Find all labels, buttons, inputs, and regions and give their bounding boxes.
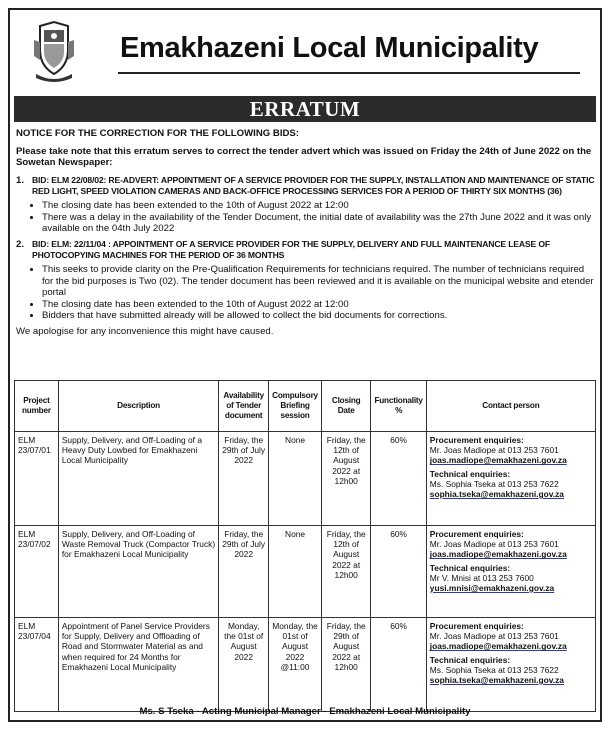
availability-cell: Friday, the 29th of July 2022 [219,432,269,526]
bid-number: 2. [16,238,25,250]
bid-title: BID: ELM 22/08/02: RE-ADVERT: APPOINTMENT OF A SERVICE PROVIDER FOR THE SUPPLY, INSTALLATION AND MAINTENANCE OF STATIC RED LIGHT, SPEED VIOLATION CAMERAS AND BACK-OFFICE PROCESSING SERVICES FOR A PERIOD OF THIRTY SIX MONTHS (36) [32,174,595,197]
closing-date-cell: Friday, the 12th of August 2022 at 12h00 [321,432,371,526]
technical-label: Technical enquiries: [429,468,511,479]
table-header-row [15,381,596,432]
technical-label: Technical enquiries: [429,654,511,665]
header [10,10,600,92]
project-number-cell: ELM 23/07/01 [15,432,59,526]
functionality-cell: 60% [371,526,426,618]
bid-item-2 [16,239,596,322]
column-header: Availability of Tender document [219,381,269,432]
contact-cell [426,432,595,526]
notice-intro: Please take note that this erratum serves to correct the tender advert which was issued on Friday the 24th of June 2022 on the Sowetan Newspaper: [16,145,592,169]
table-row [15,432,596,526]
notice-body [16,128,596,338]
table-row [15,526,596,618]
municipality-title: Emakhazeni Local Municipality [120,32,539,64]
availability-cell: Monday, the 01st of August 2022 [219,618,269,712]
technical-label: Technical enquiries: [429,562,511,573]
contact-cell [426,618,595,712]
technical-email-link[interactable]: sophia.tseka@emakhazeni.gov.za [429,675,564,686]
bid-point: • The closing date has been extended to the 10th of August 2022 at 12:00 [42,299,596,311]
briefing-cell: None [269,432,322,526]
technical-contact: Ms. Sophia Tseka at 013 253 7622 [429,478,559,489]
procurement-contact: Mr. Joas Madiope at 013 253 7601 [429,445,559,456]
availability-cell: Friday, the 29th of July 2022 [219,526,269,618]
table-row [15,618,596,712]
notice-heading: NOTICE FOR THE CORRECTION FOR THE FOLLOWING BIDS: [16,128,300,139]
municipal-crest-icon [32,20,76,84]
functionality-cell: 60% [371,618,426,712]
procurement-label: Procurement enquiries: [429,621,524,631]
column-header: Project number [15,381,59,432]
technical-email-link[interactable]: sophia.tseka@emakhazeni.gov.za [429,489,564,500]
bid-title: BID: ELM: 22/11/04 : APPOINTMENT OF A SERVICE PROVIDER FOR THE SUPPLY, DELIVERY AND FULL MAINTENANCE LEASE OF PHOTOCOPYING MACHINES FOR THE PERIOD OF 36 MONTHS [32,238,550,261]
title-underline [118,72,580,74]
bid-number: 1. [16,174,25,186]
bid-point: • This seeks to provide clarity on the Pre-Qualification Requirements for technicians required. The number of technicians required for the bid purposes is Two (02). The tender document has been reviewed and it is available on the municipal website and etender portal [42,264,596,299]
closing-date-cell: Friday, the 12th of August 2022 at 12h00 [321,526,371,618]
procurement-email-link[interactable]: joas.madiope@emakhazeni.gov.za [429,549,567,560]
procurement-contact: Mr. Joas Madiope at 013 253 7601 [429,631,559,642]
bid-item-1 [16,175,596,235]
procurement-contact: Mr. Joas Madiope at 013 253 7601 [429,539,559,550]
notice-frame [8,8,602,722]
description-cell: Supply, Delivery, and Off-Loading of a Heavy Duty Lowbed for Emakhazeni Local Municipality [58,432,218,526]
technical-contact: Mr V. Mnisi at 013 253 7600 [429,572,534,583]
column-header: Contact person [426,381,595,432]
apology-text: We apologise for any inconvenience this might have caused. [16,325,274,337]
bid-point: • Bidders that have submitted already will be allowed to collect the bid documents for corrections. [42,310,596,322]
functionality-cell: 60% [371,432,426,526]
description-cell: Supply, Delivery, and Off-Loading of Waste Removal Truck (Compactor Truck) for Emakhazeni Local Municipality [58,526,218,618]
column-header: Closing Date [321,381,371,432]
contact-cell [426,526,595,618]
bid-points [16,200,596,235]
project-number-cell: ELM 23/07/04 [15,618,59,712]
procurement-label: Procurement enquiries: [429,529,524,539]
bid-point: • The closing date has been extended to the 10th of August 2022 at 12:00 [42,200,596,212]
project-number-cell: ELM 23/07/02 [15,526,59,618]
technical-email-link[interactable]: yusi.mnisi@emakhazeni.gov.za [429,583,555,594]
closing-date-cell: Friday, the 29th of August 2022 at 12h00 [321,618,371,712]
procurement-email-link[interactable]: joas.madiope@emakhazeni.gov.za [429,641,567,652]
erratum-banner: ERRATUM [14,96,596,122]
bid-point: • There was a delay in the availability of the Tender Document, the initial date of availability was the 27th June 2022 and it was only available on the 04th July 2022 [42,212,596,235]
column-header: Functionality % [371,381,426,432]
signature-footer: Ms. S Tseka - Acting Municipal Manager - Emakhazeni Local Municipality [139,706,471,717]
tender-table [14,380,596,712]
description-cell: Appointment of Panel Service Providers for Supply, Delivery and Offloading of Road and Stormwater Material as and when required for 24 Months for Emakhazeni Local Municipality [58,618,218,712]
procurement-label: Procurement enquiries: [429,435,524,445]
briefing-cell: Monday, the 01st of August 2022 @11:00 [269,618,322,712]
bid-points [16,264,596,322]
procurement-email-link[interactable]: joas.madiope@emakhazeni.gov.za [429,455,567,466]
technical-contact: Ms. Sophia Tseka at 013 253 7622 [429,664,559,675]
column-header: Description [58,381,218,432]
column-header: Compulsory Briefing session [269,381,322,432]
briefing-cell: None [269,526,322,618]
